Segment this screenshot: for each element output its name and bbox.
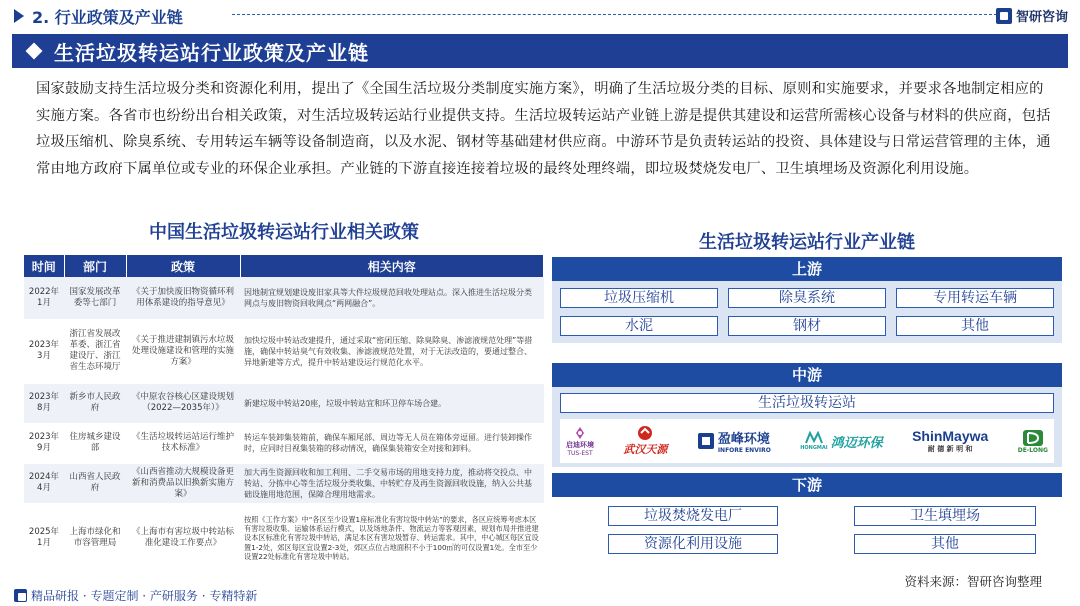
logo-hongmai: HONGMAI 鸿迈环保 — [800, 431, 882, 451]
logo-infore: 盈峰环境 INFORE ENVIRO — [697, 428, 771, 454]
cell-policy: 《山西省推动大规模设备更新和消费品以旧换新实施方案》 — [126, 463, 240, 503]
downstream-item: 卫生填埋场 — [854, 506, 1036, 526]
tusest-icon — [571, 426, 589, 440]
page-title: 生活垃圾转运站行业政策及产业链 — [54, 40, 369, 65]
company-logos — [560, 419, 1054, 463]
brand-name: 智研咨询 — [1015, 10, 1068, 25]
table-row — [24, 503, 544, 573]
section-label: 2. 行业政策及产业链 — [32, 7, 183, 27]
cell-content: 因地制宜规划建设废旧家具等大件垃圾规范回收处理站点。深入推进生活垃圾分类网点与废旧物资回收网点“两网融合”。 — [240, 277, 544, 319]
table-row — [24, 383, 544, 423]
column-header-dept: 部门 — [64, 255, 126, 277]
upstream-block — [552, 257, 1062, 343]
cell-dept: 浙江省发展改革委、浙江省建设厅、浙江省生态环境厅 — [64, 319, 126, 383]
delong-icon — [1022, 429, 1044, 447]
downstream-item: 垃圾焚烧发电厂 — [608, 506, 778, 526]
brand-logo — [996, 6, 1068, 25]
triangle-icon — [14, 9, 24, 23]
table-row — [24, 277, 544, 319]
footer — [0, 574, 1080, 606]
column-header-policy: 政策 — [126, 255, 240, 277]
data-source: 资料来源：智研咨询整理 — [904, 574, 1042, 589]
dashed-divider — [232, 14, 1002, 15]
cell-content: 加大再生资源回收和加工利用、二手交易市场的用地支持力度，推动将交投点、中转站、分拣中心等生活垃圾分类收集、中转贮存及再生资源回收设施，纳入公共基础设施用地范围，保障合理用地需求。 — [240, 463, 544, 503]
cell-policy: 《上海市有害垃圾中转站标准化建设工作要点》 — [126, 503, 240, 573]
policy-table — [24, 255, 544, 574]
downstream-item: 其他 — [854, 534, 1036, 554]
cell-time: 2023年9月 — [24, 423, 64, 463]
downstream-item: 资源化利用设施 — [608, 534, 778, 554]
table-header-row — [24, 255, 544, 277]
upstream-item: 垃圾压缩机 — [560, 288, 718, 308]
upstream-item: 钢材 — [728, 316, 886, 336]
downstream-block — [552, 473, 1062, 573]
column-header-content: 相关内容 — [240, 255, 544, 277]
cell-dept: 住房城乡建设部 — [64, 423, 126, 463]
cell-content: 转运车装卸集装箱前，确保车厢尾部、周边等无人员在箱体旁逗留。进行装卸操作时，应同时目视集装箱的移动情况，确保集装箱安全对接和卸料。 — [240, 423, 544, 463]
title-bar — [12, 34, 1068, 68]
cell-content: 新建垃圾中转站20座，垃圾中转站宜和环卫停车场合建。 — [240, 383, 544, 423]
brand-icon — [996, 8, 1012, 24]
footer-slogan: 精品研报 · 专题定制 · 产研服务 · 专精特新 — [14, 587, 257, 604]
cell-content: 按照《工作方案》中“各区至少设置1座标准化有害垃圾中转站”的要求，各区应统筹考虑本区有害垃圾收集、运输体系运行模式，以及场地条件、物流运力等客观因素，规划布局并推进建设本区标准化有害垃圾中转站，满足本区有害垃圾暂存、转运需求。其中，中心城区每区宜设置1-2处，郊区每区宜设置2-3处，郊区点位占地面积不小于100㎡的可仅设置1处。全市至少设置22处标准化有害垃圾中转站。 — [240, 503, 544, 573]
hongmai-icon — [804, 431, 824, 445]
diamond-icon — [26, 43, 43, 60]
cell-time: 2022年1月 — [24, 277, 64, 319]
cell-time: 2023年3月 — [24, 319, 64, 383]
top-bar — [0, 0, 1080, 32]
cell-dept: 上海市绿化和市容管理局 — [64, 503, 126, 573]
cell-time: 2025年1月 — [24, 503, 64, 573]
upstream-item: 水泥 — [560, 316, 718, 336]
logo-delong: DE-LONG — [1018, 429, 1048, 454]
cell-policy: 《生活垃圾转运站运行维护技术标准》 — [126, 423, 240, 463]
chain-title: 生活垃圾转运站行业产业链 — [699, 232, 915, 253]
cell-dept: 新乡市人民政府 — [64, 383, 126, 423]
upstream-item: 专用转运车辆 — [896, 288, 1054, 308]
cell-dept: 山西省人民政府 — [64, 463, 126, 503]
cell-time: 2023年8月 — [24, 383, 64, 423]
logo-shinmaywa: ShinMaywa 耐 德 新 明 和 — [912, 428, 989, 453]
footer-brand-icon — [14, 589, 27, 602]
logo-wuhan-tianyuan: 武汉天源 — [623, 425, 667, 457]
cell-dept: 国家发展改革委等七部门 — [64, 277, 126, 319]
intro-paragraph: 国家鼓励支持生活垃圾分类和资源化利用，提出了《全国生活垃圾分类制度实施方案》，明确了生活垃圾分类的目标、原则和实施要求，并要求各地制定相应的实施方案。各省市也纷纷出台相关政策，对生活垃圾转运站行业提供支持。生活垃圾转运站产业链上游是提供其建设和运营所需核心设备与材料的供应商，包括垃圾压缩机、除臭系统、专用转运车辆等设备制造商，以及水泥、钢材等基础建材供应商。中游环节是负责转运站的投资、具体建设与日常运营管理的主体，通常由地方政府下属单位或专业的环保企业承担。产业链的下游直接连接着垃圾的最终处理终端，即垃圾焚烧发电厂、卫生填埋场及资源化利用设施。 — [36, 81, 1051, 177]
cell-policy: 《关于加快废旧物资循环利用体系建设的指导意见》 — [126, 277, 240, 319]
upstream-band: 上游 — [552, 257, 1062, 281]
downstream-band: 下游 — [552, 473, 1062, 497]
midstream-block — [552, 363, 1062, 467]
tianyuan-icon — [635, 425, 655, 441]
midstream-item: 生活垃圾转运站 — [560, 393, 1054, 413]
cell-policy: 《关于推进建制镇污水垃圾处理设施建设和管理的实施方案》 — [126, 319, 240, 383]
upstream-item: 其他 — [896, 316, 1054, 336]
policy-table-title: 中国生活垃圾转运站行业相关政策 — [149, 222, 419, 243]
midstream-band: 中游 — [552, 363, 1062, 387]
column-header-time: 时间 — [24, 255, 64, 277]
infore-icon — [697, 432, 715, 450]
cell-time: 2024年4月 — [24, 463, 64, 503]
table-row — [24, 423, 544, 463]
upstream-item: 除臭系统 — [728, 288, 886, 308]
table-row — [24, 319, 544, 383]
table-row — [24, 463, 544, 503]
cell-content: 加快垃圾中转站改建提升，通过采取“密闭压缩、除臭除臭、渗滤液规范处理”等措施，确保中转站臭气有效收集、渗滤液规范处置，对于无法改造的，要通过整合、异地新建等方式，提升中转站建设运行规范化水平。 — [240, 319, 544, 383]
cell-policy: 《中原农谷核心区建设规划（2022—2035年）》 — [126, 383, 240, 423]
logo-tusest: 启迪环境 TUS-EST — [566, 426, 594, 457]
